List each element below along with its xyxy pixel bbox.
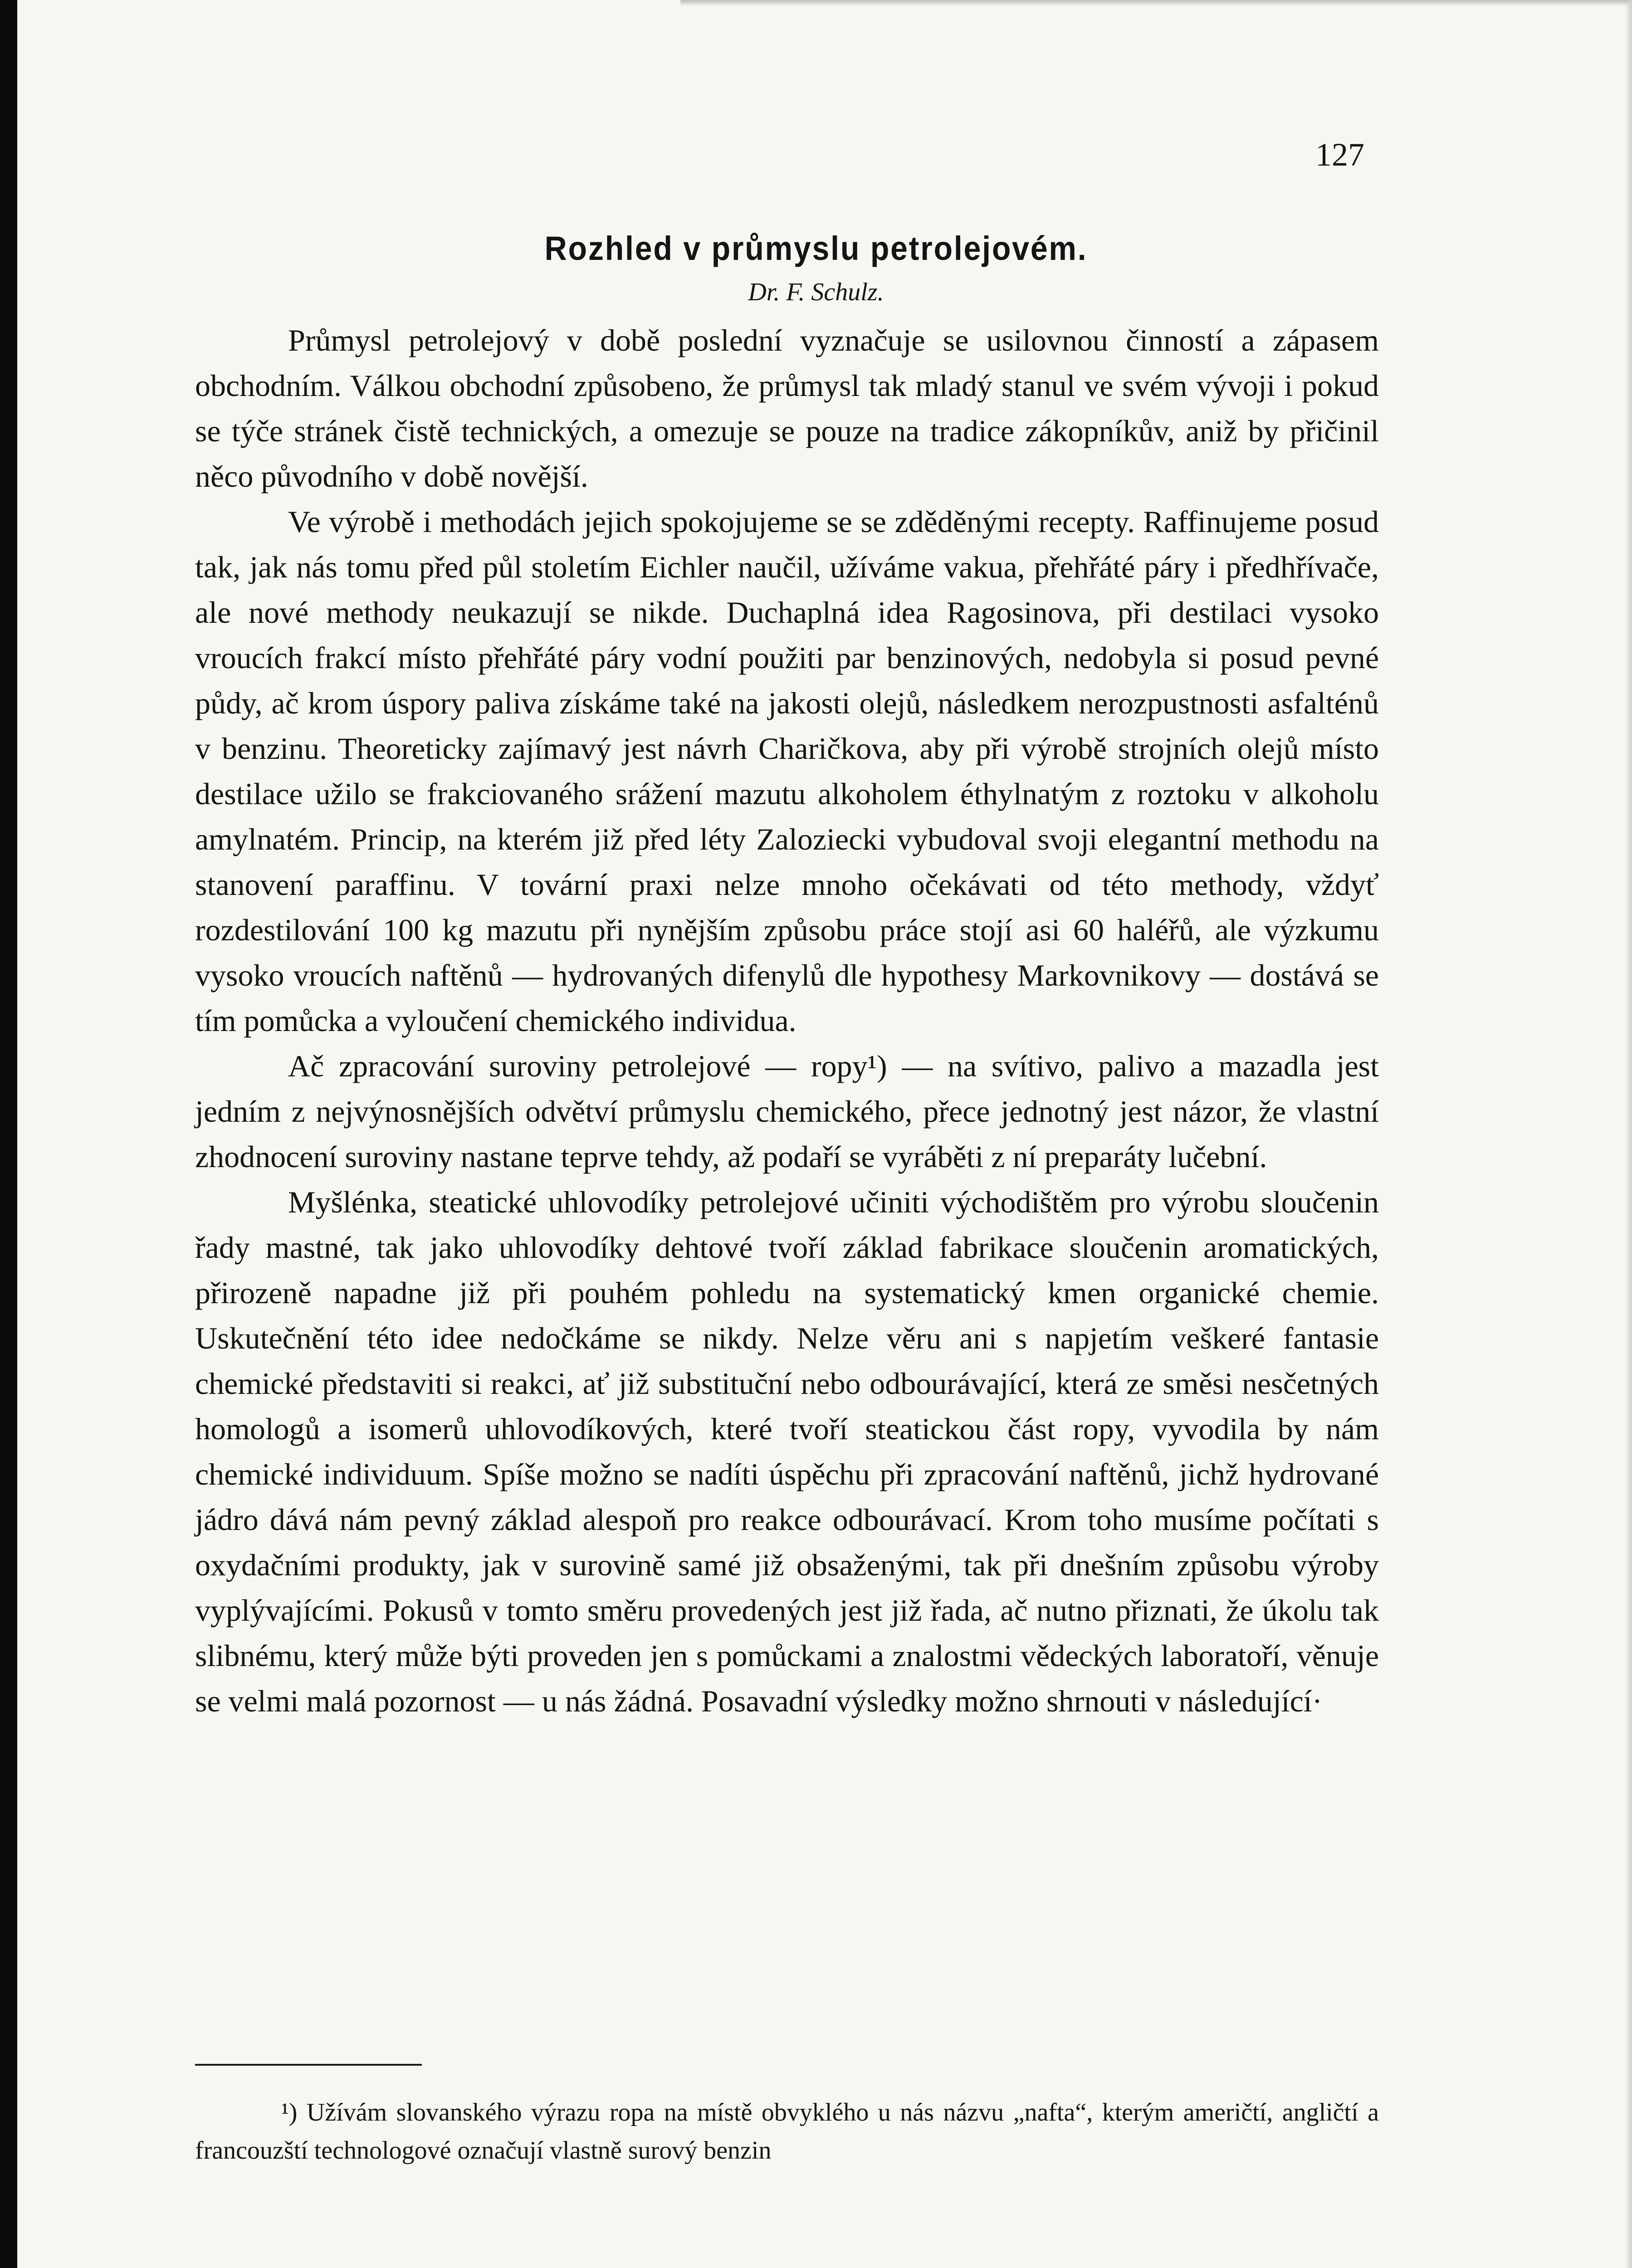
article-author: Dr. F. Schulz. xyxy=(748,278,884,306)
page-number: 127 xyxy=(1315,137,1364,173)
footnote-divider xyxy=(195,2064,422,2066)
paragraph-1: Průmysl petrolejový v době poslední vyznačuje se usilovnou činností a zápasem obchodním. Válkou obchodní způsobeno, že průmysl tak mladý stanul ve svém vývoji i pokud se týče stránek čistě technických, a omezuje se pouze na tradice zákopníkův, aniž by přičinil něco původního v době novější. xyxy=(195,323,1379,494)
article-title: Rozhled v průmyslu petrolejovém. xyxy=(544,230,1088,267)
paragraph-3: Ač zpracování suroviny petrolejové — ropy¹) — na svítivo, palivo a mazadla jest jedním z nejvýnosnějších odvětví průmyslu chemického, přece jednotný jest názor, že vlastní zhodnocení suroviny nastane teprve tehdy, až podaří se vyráběti z ní preparáty lučební. xyxy=(195,1049,1379,1174)
paragraph-4: Myšlénka, steatické uhlovodíky petrolejové učiniti východištěm pro výrobu sloučenin řady mastné, tak jako uhlovodíky dehtové tvoří základ fabrikace sloučenin aromatických, přirozeně napadne již při pouhém pohledu na systematický kmen organické chemie. Uskutečnění této idee nedočkáme se nikdy. Nelze věru ani s napjetím veškeré fantasie chemické představiti si reakci, ať již substituční nebo odbourávající, která ze směsi nesčetných homologů a isomerů uhlovodíkových, které tvoří steatickou část ropy, vyvodila by nám chemické individuum. Spíše možno se nadíti úspěchu při zpracování naftěnů, jichž hydrované jádro dává nám pevný základ alespoň pro reakce odbourávací. Krom toho musíme počítati s oxydačními produkty, jak v surovině samé již obsaženými, tak při dnešním způsobu výroby vyplývajícími. Pokusů v tomto směru provedených jest již řada, ač nutno přiznati, že úkolu tak slibnému, který může býti proveden jen s pomůckami a znalostmi vědeckých laboratoří, věnuje se velmi malá pozornost — u nás žádná. Posavadní výsledky možno shrnouti v následující· xyxy=(195,1185,1379,1718)
scan-border-left xyxy=(0,0,17,2268)
article-body xyxy=(195,318,1379,1724)
scan-border-top xyxy=(680,0,1632,6)
footnote: ¹) Užívám slovanského výrazu ropa na místě obvyklého u nás názvu „nafta“, kterým američtí, angličtí a francouzští technologové označují vlastně surový benzin xyxy=(195,2098,1379,2165)
paragraph-2: Ve výrobě i methodách jejich spokojujeme se se zděděnými recepty. Raffinujeme posud tak, jak nás tomu před půl stoletím Eichler naučil, užíváme vakua, přehřáté páry i předhřívače, ale nové methody neukazují se nikde. Duchaplná idea Ragosinova, při destilaci vysoko vroucích frakcí místo přehřáté páry vodní použiti par benzinových, nedobyla si posud pevné půdy, ač krom úspory paliva získáme také na jakosti olejů, následkem nerozpustnosti asfalténů v benzinu. Theoreticky zajímavý jest návrh Charičkova, aby při výrobě strojních olejů místo destilace užilo se frakciovaného srážení mazutu alkoholem éthylnatým z roztoku v alkoholu amylnatém. Princip, na kterém již před léty Zaloziecki vybudoval svoji elegantní methodu na stanovení paraffinu. V tovární praxi nelze mnoho očekávati od této methody, vždyť rozdestilování 100 kg mazutu při nynějším způsobu práce stojí asi 60 haléřů, ale výzkumu vysoko vroucích naftěnů — hydrovaných difenylů dle hypothesy Markovnikovy — dostává se tím pomůcka a vyloučení chemického individua. xyxy=(195,504,1379,1038)
scan-border-right xyxy=(1625,0,1632,2268)
